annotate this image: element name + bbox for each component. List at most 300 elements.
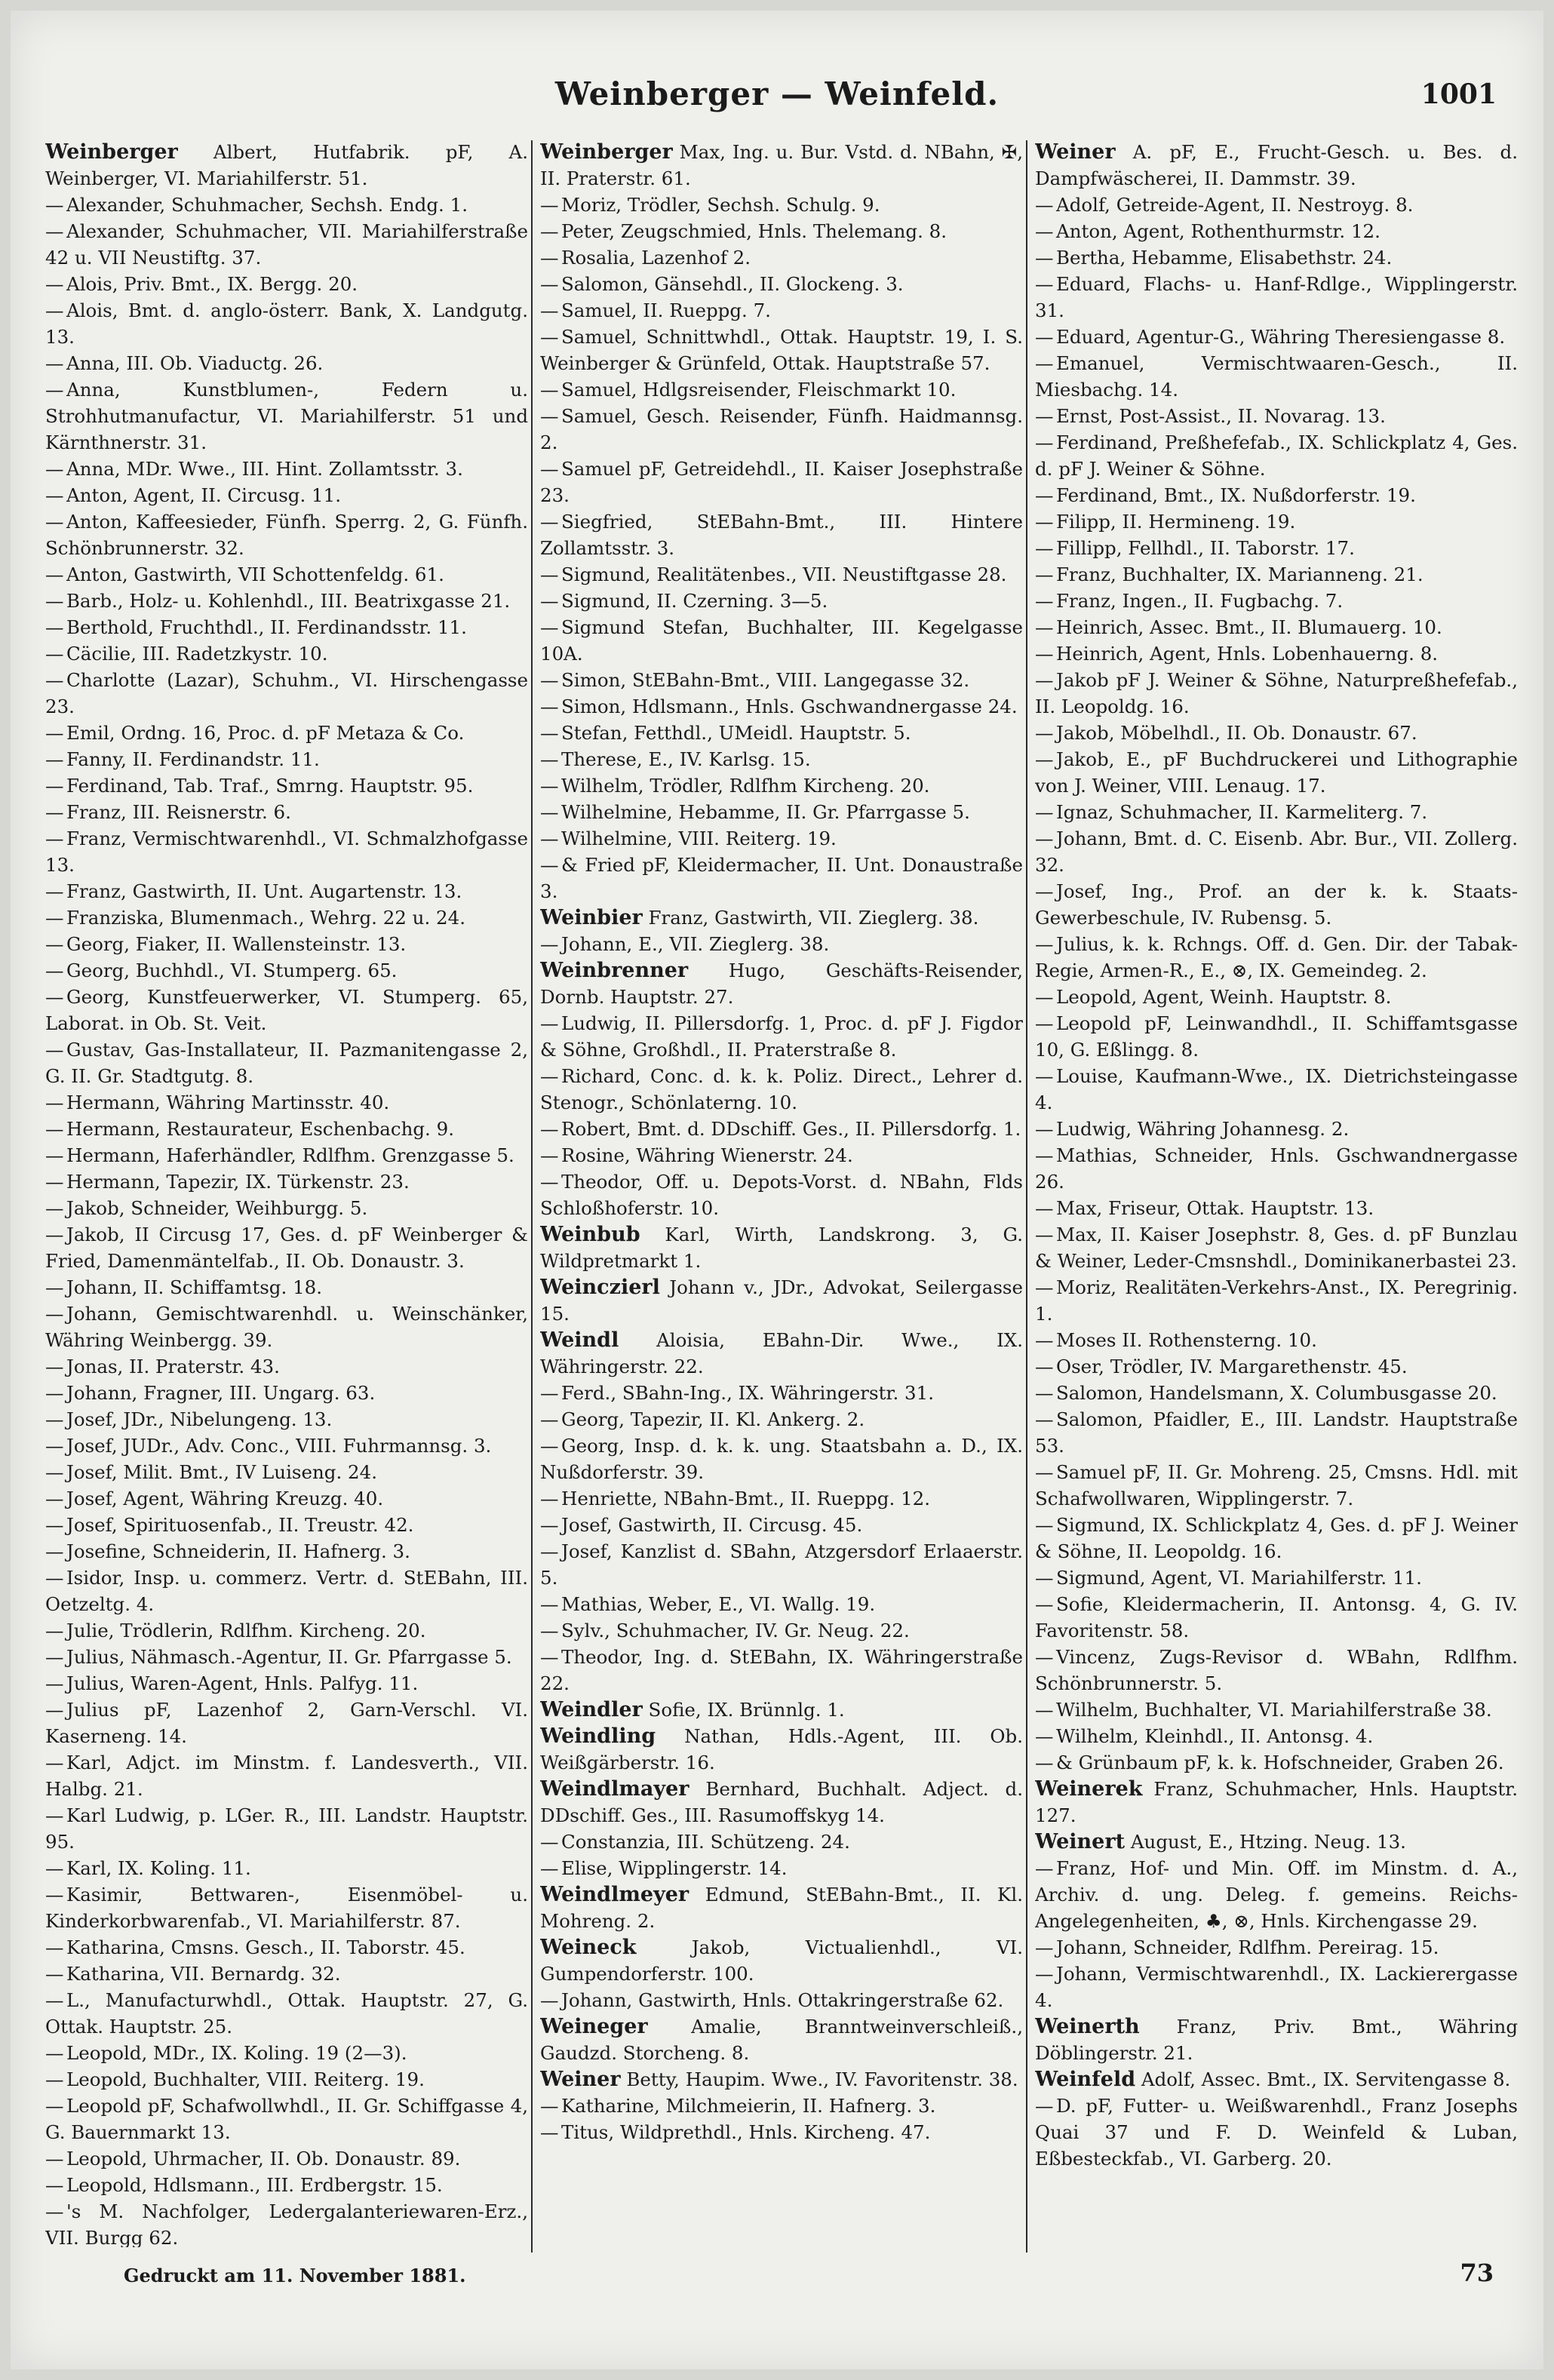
entry-text: Johann v., JDr., Advokat, Seilergasse 15.: [540, 1276, 1023, 1325]
directory-entry: [1035, 931, 1518, 984]
directory-entry: [45, 297, 528, 350]
directory-entry: [1035, 1697, 1518, 1723]
directory-entry: [540, 2093, 1023, 2119]
repeat-dash: —: [45, 1646, 64, 1668]
repeat-dash: —: [1035, 643, 1054, 665]
directory-entry: [540, 324, 1023, 376]
repeat-dash: —: [1035, 828, 1054, 849]
entry-text: Josef, Milit. Bmt., IV Luiseng. 24.: [66, 1461, 377, 1483]
repeat-dash: —: [45, 907, 64, 929]
entry-text: Josef, Kanzlist d. SBahn, Atzgersdorf Erlaaerstr. 5.: [540, 1540, 1023, 1589]
directory-entry: [540, 139, 1023, 192]
entry-text: Max, Ing. u. Bur. Vstd. d. NBahn, ✠, II. Praterstr. 61.: [540, 141, 1023, 189]
entry-text: Leopold, Buchhalter, VIII. Reiterg. 19.: [66, 2068, 425, 2090]
entry-text: Alois, Priv. Bmt., IX. Bergg. 20.: [66, 273, 358, 295]
entry-text: Leopold, Uhrmacher, II. Ob. Donaustr. 89.: [66, 2148, 461, 2170]
directory-page: [11, 11, 1543, 2369]
repeat-dash: —: [45, 194, 64, 216]
directory-entry: [45, 799, 528, 825]
entry-text: Leopold pF, Schafwollwhdl., II. Gr. Schiffgasse 4, G. Bauernmarkt 13.: [45, 2095, 528, 2143]
repeat-dash: —: [1035, 933, 1054, 955]
entry-text: Jakob, Schneider, Weihburgg. 5.: [66, 1197, 368, 1219]
directory-entry: [45, 1433, 528, 1459]
repeat-dash: —: [1035, 352, 1054, 374]
directory-entry: [1035, 825, 1518, 878]
repeat-dash: —: [45, 1699, 64, 1721]
directory-entry: [1035, 561, 1518, 588]
directory-entry: [45, 1934, 528, 1961]
directory-entry: [1035, 2066, 1518, 2093]
entry-text: Hugo, Geschäfts-Reisender, Dornb. Hauptstr. 27.: [540, 960, 1023, 1008]
repeat-dash: —: [540, 1593, 559, 1615]
directory-entry: [1035, 1010, 1518, 1063]
repeat-dash: —: [45, 299, 64, 321]
repeat-dash: —: [1035, 1356, 1054, 1377]
repeat-dash: —: [540, 273, 559, 295]
repeat-dash: —: [45, 669, 64, 691]
entry-text: Emil, Ordng. 16, Proc. d. pF Metaza & Co.: [66, 722, 465, 744]
directory-entry: [540, 904, 1023, 931]
directory-entry: [1035, 746, 1518, 799]
entry-text: Jakob, Möbelhdl., II. Ob. Donaustr. 67.: [1056, 722, 1417, 744]
directory-entry: [540, 1617, 1023, 1644]
entry-text: Wilhelmine, VIII. Reiterg. 19.: [561, 828, 837, 849]
directory-entry: [540, 1934, 1023, 1987]
entry-text: Anna, Kunstblumen-, Federn u. Strohhutmanufactur, VI. Mariahilferstr. 51 und Kärnthnerstr. 31.: [45, 379, 528, 453]
directory-entry: [1035, 271, 1518, 324]
entry-text: Theodor, Off. u. Depots-Vorst. d. NBahn, Flds Schloßhoferstr. 10.: [540, 1171, 1023, 1219]
directory-entry: [540, 667, 1023, 693]
directory-entry: [540, 1723, 1023, 1776]
repeat-dash: —: [1035, 1567, 1054, 1589]
repeat-dash: —: [540, 1646, 559, 1668]
entry-text: Sigmund, II. Czerning. 3—5.: [561, 590, 828, 612]
directory-entry: [1035, 1749, 1518, 1776]
entry-text: Louise, Kaufmann-Wwe., IX. Dietrichsteingasse 4.: [1035, 1065, 1518, 1113]
entry-text: 's M. Nachfolger, Ledergalanteriewaren-Erz., VII. Burgg 62.: [45, 2200, 528, 2247]
entry-surname: Weinberger: [540, 140, 673, 164]
repeat-dash: —: [45, 748, 64, 770]
repeat-dash: —: [1035, 1224, 1054, 1245]
directory-entry: [1035, 2013, 1518, 2066]
entry-text: Johann, Fragner, III. Ungarg. 63.: [66, 1382, 376, 1404]
entry-text: Georg, Kunstfeuerwerker, VI. Stumperg. 65, Laborat. in Ob. St. Veit.: [45, 986, 528, 1034]
repeat-dash: —: [45, 1303, 64, 1325]
entry-text: Mathias, Weber, E., VI. Wallg. 19.: [561, 1593, 876, 1615]
directory-entry: [1035, 139, 1518, 192]
directory-entry: [1035, 1221, 1518, 1274]
repeat-dash: —: [540, 1144, 559, 1166]
entry-text: Gustav, Gas-Installateur, II. Pazmanitengasse 2, G. II. Gr. Stadtgutg. 8.: [45, 1039, 528, 1087]
entry-text: Johann, II. Schiffamtsg. 18.: [66, 1276, 323, 1298]
entry-text: Max, Friseur, Ottak. Hauptstr. 13.: [1056, 1197, 1374, 1219]
repeat-dash: —: [45, 1118, 64, 1140]
entry-text: Filipp, II. Hermineng. 19.: [1056, 511, 1296, 533]
directory-entry: [45, 1221, 528, 1274]
repeat-dash: —: [540, 669, 559, 691]
repeat-dash: —: [1035, 1752, 1054, 1773]
repeat-dash: —: [540, 1435, 559, 1457]
repeat-dash: —: [45, 352, 64, 374]
repeat-dash: —: [1035, 616, 1054, 638]
entry-text: Hermann, Währing Martinsstr. 40.: [66, 1092, 390, 1113]
repeat-dash: —: [45, 273, 64, 295]
repeat-dash: —: [45, 1435, 64, 1457]
entry-text: Anton, Agent, Rothenthurmstr. 12.: [1056, 220, 1380, 242]
repeat-dash: —: [45, 1804, 64, 1826]
entry-text: Wilhelm, Kleinhdl., II. Antonsg. 4.: [1056, 1725, 1374, 1747]
directory-entry: [45, 2040, 528, 2066]
directory-entry: [540, 931, 1023, 957]
repeat-dash: —: [1035, 986, 1054, 1008]
entry-text: Franz, Buchhalter, IX. Marianneng. 21.: [1056, 564, 1423, 585]
repeat-dash: —: [45, 960, 64, 981]
repeat-dash: —: [45, 801, 64, 823]
directory-entry: [1035, 1829, 1518, 1855]
entry-text: Moses II. Rothensterng. 10.: [1056, 1329, 1317, 1351]
repeat-dash: —: [540, 220, 559, 242]
directory-entry: [540, 1327, 1023, 1380]
directory-entry: [1035, 1723, 1518, 1749]
directory-entry: [1035, 1644, 1518, 1697]
directory-entry: [540, 297, 1023, 324]
repeat-dash: —: [1035, 1699, 1054, 1721]
directory-entry: [45, 1089, 528, 1116]
entry-text: Samuel, Schnittwhdl., Ottak. Hauptstr. 19, I. S. Weinberger & Grünfeld, Ottak. Hauptstraße 57.: [540, 326, 1023, 374]
directory-entry: [540, 720, 1023, 746]
entry-text: Josef, Spirituosenfab., II. Treustr. 42.: [66, 1514, 414, 1536]
directory-entry: [1035, 1353, 1518, 1380]
repeat-dash: —: [540, 2121, 559, 2143]
directory-entry: [45, 1749, 528, 1802]
directory-entry: [45, 957, 528, 984]
repeat-dash: —: [540, 511, 559, 533]
directory-entry: [45, 2198, 528, 2247]
repeat-dash: —: [45, 828, 64, 849]
repeat-dash: —: [45, 484, 64, 506]
entry-text: Josefine, Schneiderin, II. Hafnerg. 3.: [66, 1540, 410, 1562]
directory-entry: [540, 561, 1023, 588]
repeat-dash: —: [45, 1171, 64, 1193]
entry-text: Therese, E., IV. Karlsg. 15.: [561, 748, 811, 770]
directory-entry: [45, 1459, 528, 1485]
entry-surname: Weiner: [540, 2068, 621, 2091]
repeat-dash: —: [540, 458, 559, 480]
entry-text: Mathias, Schneider, Hnls. Gschwandnergasse 26.: [1035, 1144, 1518, 1193]
directory-entry: [540, 1116, 1023, 1142]
repeat-dash: —: [1035, 194, 1054, 216]
entry-text: Jonas, II. Praterstr. 43.: [66, 1356, 280, 1377]
repeat-dash: —: [540, 2095, 559, 2117]
entry-text: Bertha, Hebamme, Elisabethstr. 24.: [1056, 247, 1393, 269]
repeat-dash: —: [45, 1488, 64, 1509]
entry-text: Johann, E., VII. Zieglerg. 38.: [561, 933, 830, 955]
repeat-dash: —: [45, 1356, 64, 1377]
repeat-dash: —: [540, 1514, 559, 1536]
entry-text: Hermann, Tapezir, IX. Türkenstr. 23.: [66, 1171, 410, 1193]
repeat-dash: —: [45, 986, 64, 1008]
entry-text: Jakob, E., pF Buchdruckerei und Lithographie von J. Weiner, VIII. Lenaug. 17.: [1035, 748, 1518, 797]
entry-text: Ferdinand, Preßhefefab., IX. Schlickplatz 4, Ges. d. pF J. Weiner & Söhne.: [1035, 431, 1518, 480]
entry-text: Eduard, Flachs- u. Hanf-Rdlge., Wipplingerstr. 31.: [1035, 273, 1518, 321]
column-1: [45, 139, 528, 2247]
entry-text: Salomon, Pfaidler, E., III. Landstr. Hauptstraße 53.: [1035, 1408, 1518, 1457]
entry-text: Heinrich, Agent, Hnls. Lobenhauerng. 8.: [1056, 643, 1439, 665]
directory-entry: [45, 772, 528, 799]
entry-text: Vincenz, Zugs-Revisor d. WBahn, Rdlfhm. Schönbrunnerstr. 5.: [1035, 1646, 1518, 1694]
entry-text: August, E., Htzing. Neug. 13.: [1130, 1831, 1406, 1853]
entry-text: Samuel pF, Getreidehdl., II. Kaiser Josephstraße 23.: [540, 458, 1023, 506]
entry-text: Sofie, Kleidermacherin, II. Antonsg. 4, G. IV. Favoritenstr. 58.: [1035, 1593, 1518, 1641]
entry-text: Sigmund Stefan, Buchhalter, III. Kegelgasse 10A.: [540, 616, 1023, 665]
directory-entry: [45, 1987, 528, 2040]
entry-surname: Weindling: [540, 1724, 656, 1748]
repeat-dash: —: [45, 643, 64, 665]
repeat-dash: —: [540, 1831, 559, 1853]
repeat-dash: —: [45, 1382, 64, 1404]
entry-text: Georg, Insp. d. k. k. ung. Staatsbahn a. D., IX. Nußdorferstr. 39.: [540, 1435, 1023, 1483]
directory-entry: [540, 614, 1023, 667]
entry-text: Wilhelm, Trödler, Rdlfhm Kircheng. 20.: [561, 775, 930, 797]
entry-text: Amalie, Branntweinverschleiß., Gaudzd. Storcheng. 8.: [540, 2016, 1023, 2064]
column-3: [1035, 139, 1518, 2247]
repeat-dash: —: [1035, 1646, 1054, 1668]
entry-text: Charlotte (Lazar), Schuhm., VI. Hirschengasse 23.: [45, 669, 528, 717]
repeat-dash: —: [45, 1276, 64, 1298]
repeat-dash: —: [1035, 590, 1054, 612]
entry-text: Nathan, Hdls.-Agent, III. Ob. Weißgärberstr. 16.: [540, 1725, 1023, 1773]
directory-entry: [540, 772, 1023, 799]
entry-text: Karl, IX. Koling. 11.: [66, 1857, 251, 1879]
entry-text: Katharine, Milchmeierin, II. Hafnerg. 3.: [561, 2095, 936, 2117]
directory-entry: [1035, 324, 1518, 350]
directory-entry: [540, 2119, 1023, 2145]
entry-surname: Weindlmayer: [540, 1777, 689, 1801]
directory-entry: [540, 1591, 1023, 1617]
directory-entry: [540, 1512, 1023, 1538]
entry-text: Alexander, Schuhmacher, Sechsh. Endg. 1.: [66, 194, 468, 216]
entry-text: Betty, Haupim. Wwe., IV. Favoritenstr. 38.: [626, 2068, 1018, 2090]
entry-text: Leopold pF, Leinwandhdl., II. Schiffamtsgasse 10, G. Eßlingg. 8.: [1035, 1012, 1518, 1061]
directory-entry: [540, 1274, 1023, 1327]
entry-surname: Weindlmeyer: [540, 1883, 689, 1906]
directory-entry: [45, 456, 528, 482]
entry-text: Rosalia, Lazenhof 2.: [561, 247, 751, 269]
repeat-dash: —: [45, 1039, 64, 1061]
repeat-dash: —: [45, 1884, 64, 1906]
repeat-dash: —: [1035, 1514, 1054, 1536]
repeat-dash: —: [45, 220, 64, 242]
entry-text: Josef, JDr., Nibelungeng. 13.: [66, 1408, 333, 1430]
entry-text: Adolf, Assec. Bmt., IX. Servitengasse 8.: [1141, 2068, 1511, 2090]
entry-text: Leopold, Agent, Weinh. Hauptstr. 8.: [1056, 986, 1392, 1008]
entry-text: Barb., Holz- u. Kohlenhdl., III. Beatrixgasse 21.: [66, 590, 511, 612]
repeat-dash: —: [1035, 1963, 1054, 1985]
directory-entry: [1035, 1327, 1518, 1353]
repeat-dash: —: [540, 326, 559, 348]
entry-text: Anna, MDr. Wwe., III. Hint. Zollamtsstr. 3.: [66, 458, 463, 480]
entry-text: Franz, Ingen., II. Fugbachg. 7.: [1056, 590, 1344, 612]
repeat-dash: —: [1035, 801, 1054, 823]
entry-text: Robert, Bmt. d. DDschiff. Ges., II. Pillersdorfg. 1.: [561, 1118, 1021, 1140]
entry-text: Anna, III. Ob. Viaductg. 26.: [66, 352, 324, 374]
entry-text: D. pF, Futter- u. Weißwarenhdl., Franz Josephs Quai 37 und F. D. Weinfeld & Luban, Eßbesteckfab., VI. Garberg. 20.: [1035, 2095, 1518, 2170]
repeat-dash: —: [45, 511, 64, 533]
repeat-dash: —: [45, 1514, 64, 1536]
repeat-dash: —: [540, 801, 559, 823]
entry-text: Julie, Trödlerin, Rdlfhm. Kircheng. 20.: [66, 1620, 426, 1641]
entry-text: Jakob, II Circusg 17, Ges. d. pF Weinberger & Fried, Damenmäntelfab., II. Ob. Donaustr. 3.: [45, 1224, 528, 1272]
directory-entry: [45, 1670, 528, 1697]
repeat-dash: —: [1035, 1012, 1054, 1034]
entry-surname: Weinczierl: [540, 1276, 660, 1299]
directory-entry: [1035, 482, 1518, 508]
directory-entry: [1035, 1855, 1518, 1934]
repeat-dash: —: [540, 1857, 559, 1879]
entry-text: Julius, k. k. Rchngs. Off. d. Gen. Dir. der Tabak-Regie, Armen-R., E., ⊗, IX. Gemeindeg. 2.: [1035, 933, 1518, 981]
entry-text: Berthold, Fruchthdl., II. Ferdinandsstr. 11.: [66, 616, 467, 638]
entry-text: Katharina, VII. Bernardg. 32.: [66, 1963, 341, 1985]
directory-entry: [540, 1063, 1023, 1116]
entry-text: Franz, Schuhmacher, Hnls. Hauptstr. 127.: [1035, 1778, 1518, 1826]
directory-entry: [45, 1353, 528, 1380]
directory-entry: [45, 1169, 528, 1195]
repeat-dash: —: [540, 1171, 559, 1193]
repeat-dash: —: [1035, 1382, 1054, 1404]
repeat-dash: —: [540, 696, 559, 717]
directory-entry: [45, 1961, 528, 1987]
directory-entry: [1035, 1512, 1518, 1565]
directory-entry: [45, 482, 528, 508]
repeat-dash: —: [1035, 1461, 1054, 1483]
entry-text: Jakob pF J. Weiner & Söhne, Naturpreßhefefab., II. Leopoldg. 16.: [1035, 669, 1518, 717]
print-date: Gedruckt am 11. November 1881.: [124, 2265, 466, 2286]
entry-surname: Weinert: [1035, 1830, 1126, 1853]
repeat-dash: —: [540, 1065, 559, 1087]
repeat-dash: —: [45, 775, 64, 797]
repeat-dash: —: [540, 564, 559, 585]
entry-text: Sigmund, IX. Schlickplatz 4, Ges. d. pF J. Weiner & Söhne, II. Leopoldg. 16.: [1035, 1514, 1518, 1562]
repeat-dash: —: [1035, 537, 1054, 559]
repeat-dash: —: [45, 2200, 64, 2222]
entry-text: Franz, Priv. Bmt., Währing Döblingerstr. 21.: [1035, 2016, 1518, 2064]
entry-text: Ferdinand, Tab. Traf., Smrng. Hauptstr. 95.: [66, 775, 474, 797]
directory-entry: [1035, 244, 1518, 271]
directory-entry: [540, 2013, 1023, 2066]
entry-text: Adolf, Getreide-Agent, II. Nestroyg. 8.: [1056, 194, 1414, 216]
entry-text: Samuel, II. Rueppg. 7.: [561, 299, 771, 321]
directory-entry: [45, 1485, 528, 1512]
entry-text: Theodor, Ing. d. StEBahn, IX. Währingerstraße 22.: [540, 1646, 1023, 1694]
column-divider: [1026, 140, 1027, 2253]
directory-entry: [1035, 640, 1518, 667]
repeat-dash: —: [45, 1224, 64, 1245]
entry-text: Samuel, Gesch. Reisender, Fünfh. Haidmannsg. 2.: [540, 405, 1023, 453]
directory-entry: [540, 799, 1023, 825]
directory-entry: [45, 1881, 528, 1934]
repeat-dash: —: [45, 1989, 64, 2011]
repeat-dash: —: [540, 299, 559, 321]
directory-entry: [45, 1617, 528, 1644]
repeat-dash: —: [45, 1672, 64, 1694]
directory-entry: [540, 1644, 1023, 1697]
entry-text: Hermann, Haferhändler, Rdlfhm. Grenzgasse 5.: [66, 1144, 514, 1166]
directory-entry: [45, 1802, 528, 1855]
repeat-dash: —: [540, 405, 559, 427]
directory-entry: [540, 1538, 1023, 1591]
entry-text: Moriz, Trödler, Sechsh. Schulg. 9.: [561, 194, 880, 216]
repeat-dash: —: [45, 1567, 64, 1589]
directory-entry: [540, 244, 1023, 271]
directory-entry: [45, 878, 528, 904]
directory-entry: [540, 508, 1023, 561]
directory-entry: [45, 931, 528, 957]
repeat-dash: —: [540, 1408, 559, 1430]
directory-entry: [540, 746, 1023, 772]
entry-text: Edmund, StEBahn-Bmt., II. Kl. Mohreng. 2.: [540, 1884, 1023, 1932]
repeat-dash: —: [45, 1092, 64, 1113]
directory-entry: [540, 1433, 1023, 1485]
directory-entry: [540, 1855, 1023, 1881]
entry-surname: Weinbub: [540, 1223, 640, 1246]
entry-text: Johann, Schneider, Rdlfhm. Pereirag. 15.: [1056, 1936, 1439, 1958]
repeat-dash: —: [540, 775, 559, 797]
directory-entry: [1035, 350, 1518, 403]
entry-surname: Weineck: [540, 1936, 637, 1959]
entry-text: Jakob, Victualienhdl., VI. Gumpendorferstr. 100.: [540, 1936, 1023, 1985]
repeat-dash: —: [1035, 1118, 1054, 1140]
entry-text: Titus, Wildprethdl., Hnls. Kircheng. 47.: [561, 2121, 931, 2143]
directory-entry: [1035, 667, 1518, 720]
directory-entry: [45, 1301, 528, 1353]
directory-entry: [540, 403, 1023, 456]
entry-surname: Weinerth: [1035, 2015, 1140, 2038]
repeat-dash: —: [45, 379, 64, 401]
entry-surname: Weindler: [540, 1698, 643, 1721]
entry-text: Johann, Gemischtwarenhdl. u. Weinschänker, Währing Weinbergg. 39.: [45, 1303, 528, 1351]
entry-text: Sigmund, Agent, VI. Mariahilferstr. 11.: [1056, 1567, 1422, 1589]
entry-text: Ernst, Post-Assist., II. Novarag. 13.: [1056, 405, 1386, 427]
entry-text: Hermann, Restaurateur, Eschenbachg. 9.: [66, 1118, 454, 1140]
repeat-dash: —: [540, 194, 559, 216]
repeat-dash: —: [540, 1540, 559, 1562]
directory-entry: [1035, 1380, 1518, 1406]
entry-text: Franz, Gastwirth, VII. Zieglerg. 38.: [648, 907, 979, 929]
entry-text: Salomon, Gänsehdl., II. Glockeng. 3.: [561, 273, 904, 295]
repeat-dash: —: [1035, 1936, 1054, 1958]
entry-text: L., Manufacturwhdl., Ottak. Hauptstr. 27, G. Ottak. Hauptstr. 25.: [45, 1989, 528, 2038]
entry-text: Richard, Conc. d. k. k. Poliz. Direct., Lehrer d. Stenogr., Schönlaterng. 10.: [540, 1065, 1023, 1113]
entry-text: Johann, Bmt. d. C. Eisenb. Abr. Bur., VII. Zollerg. 32.: [1035, 828, 1518, 876]
repeat-dash: —: [45, 1620, 64, 1641]
repeat-dash: —: [540, 933, 559, 955]
directory-entry: [45, 1380, 528, 1406]
directory-entry: [45, 2093, 528, 2145]
directory-entry: [1035, 1934, 1518, 1961]
repeat-dash: —: [1035, 326, 1054, 348]
entry-text: Aloisia, EBahn-Dir. Wwe., IX. Währingerstr. 22.: [540, 1329, 1023, 1377]
entry-surname: Weindl: [540, 1328, 619, 1352]
repeat-dash: —: [1035, 1725, 1054, 1747]
directory-entry: [1035, 218, 1518, 244]
directory-entry: [45, 2145, 528, 2172]
entry-text: Franz, Hof- und Min. Off. im Minstm. d. A., Archiv. d. ung. Deleg. f. gemeins. Reichs-Angelegenheiten, ♣, ⊗, Hnls. Kirchengasse 29.: [1035, 1857, 1518, 1932]
repeat-dash: —: [540, 1012, 559, 1034]
entry-surname: Weinbrenner: [540, 959, 689, 982]
repeat-dash: —: [1035, 880, 1054, 902]
entry-surname: Weiner: [1035, 140, 1116, 164]
entry-text: Josef, Agent, Währing Kreuzg. 40.: [66, 1488, 384, 1509]
